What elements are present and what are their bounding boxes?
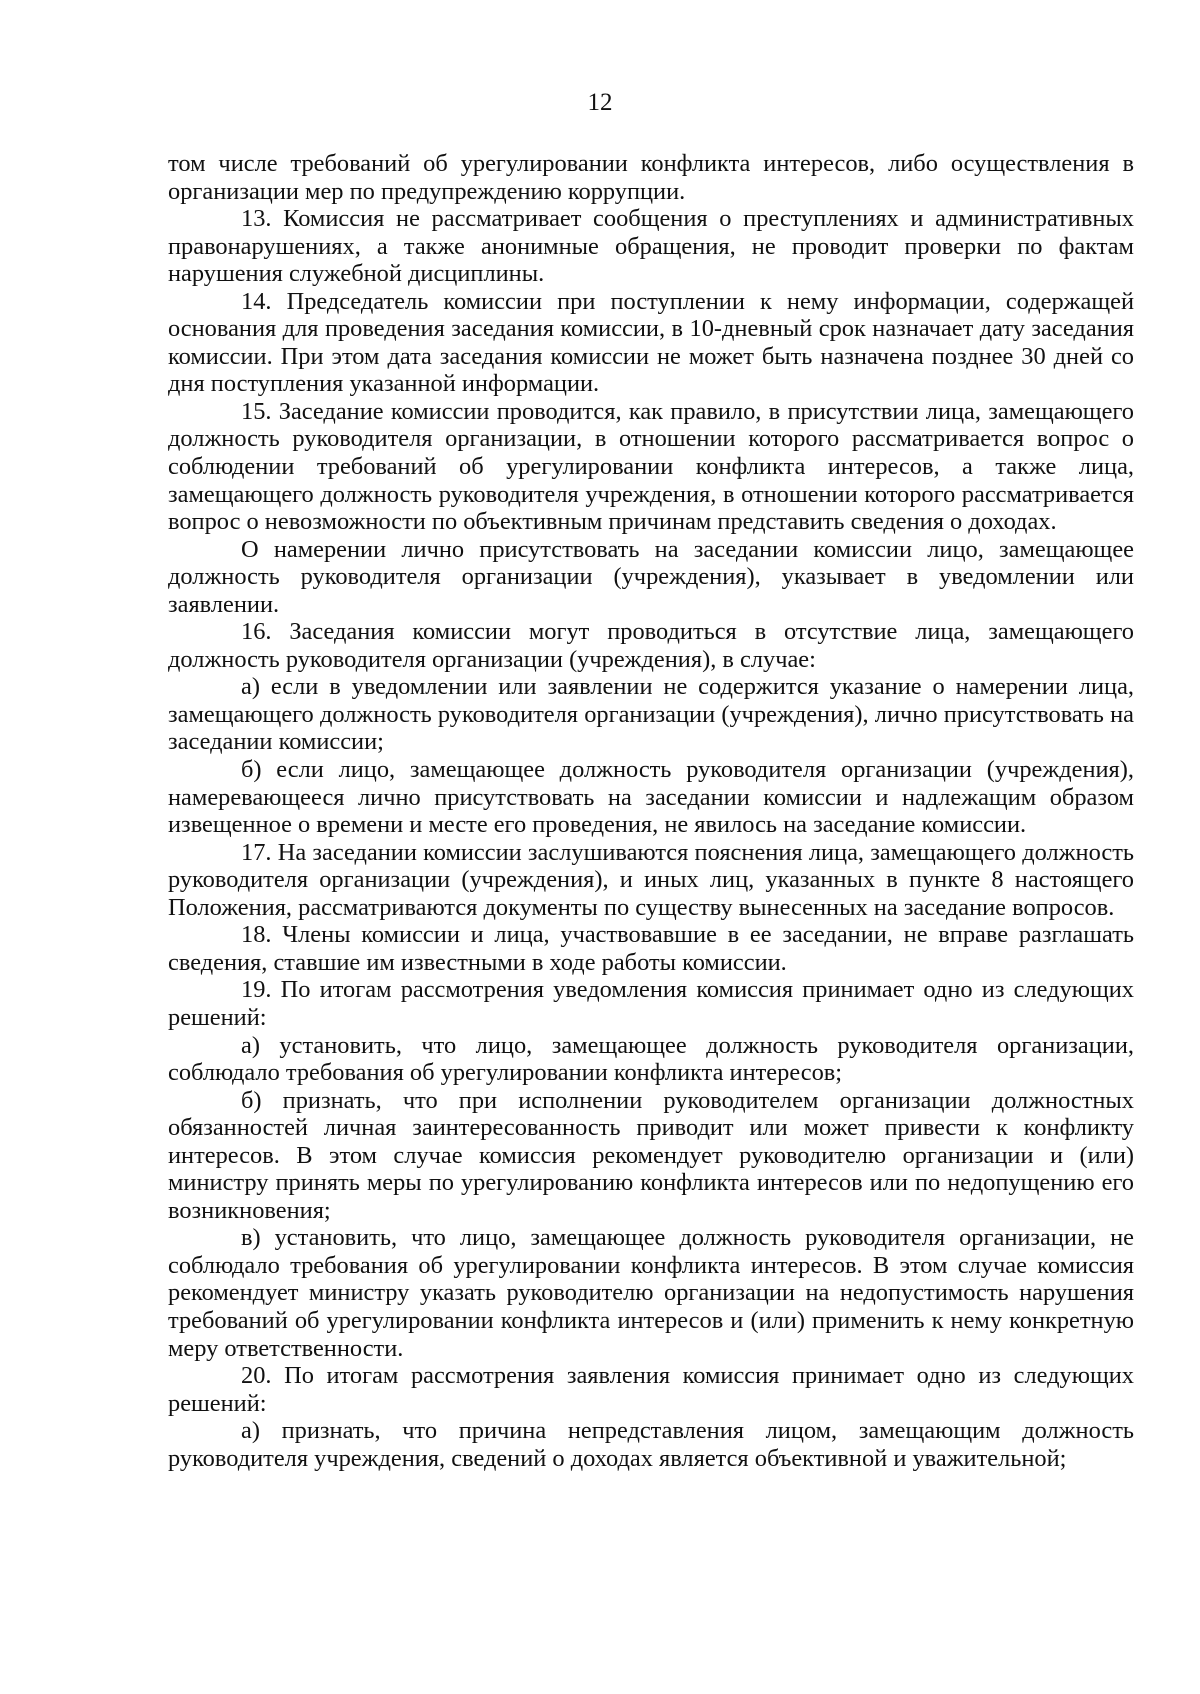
paragraph-item-19-b: б) признать, что при исполнении руководителем организации должностных обязанностей личная заинтересованность приводит или может привести к конфликту интересов. В этом случае комиссия рекомендует руководителю организации и (или) министру принять меры по урегулированию конфликта интересов или по недопущению его возникновения;	[168, 1086, 1134, 1224]
paragraph-item-15-note: О намерении лично присутствовать на заседании комиссии лицо, замещающее должность руководителя организации (учреждения), указывает в уведомлении или заявлении.	[168, 535, 1134, 618]
paragraph-item-19: 19. По итогам рассмотрения уведомления комиссия принимает одно из следующих решений:	[168, 976, 1134, 1031]
paragraph-item-20-a: а) признать, что причина непредставления лицом, замещающим должность руководителя учреждения, сведений о доходах является объективной и уважительной;	[168, 1417, 1134, 1472]
paragraph-item-16: 16. Заседания комиссии могут проводиться в отсутствие лица, замещающего должность руководителя организации (учреждения), в случае:	[168, 618, 1134, 673]
paragraph-item-14: 14. Председатель комиссии при поступлении к нему информации, содержащей основания для проведения заседания комиссии, в 10-дневный срок назначает дату заседания комиссии. При этом дата заседания комиссии не может быть назначена позднее 30 дней со дня поступления указанной информации.	[168, 287, 1134, 398]
paragraph-item-20: 20. По итогам рассмотрения заявления комиссия принимает одно из следующих решений:	[168, 1362, 1134, 1417]
paragraph-item-17: 17. На заседании комиссии заслушиваются пояснения лица, замещающего должность руководителя организации (учреждения), и иных лиц, указанных в пункте 8 настоящего Положения, рассматриваются документы по существу вынесенных на заседание вопросов.	[168, 838, 1134, 921]
paragraph-item-15: 15. Заседание комиссии проводится, как правило, в присутствии лица, замещающего должность руководителя организации, в отношении которого рассматривается вопрос о соблюдении требований об урегулировании конфликта интересов, а также лица, замещающего должность руководителя учреждения, в отношении которого рассматривается вопрос о невозможности по объективным причинам представить сведения о доходах.	[168, 397, 1134, 536]
paragraph-item-18: 18. Члены комиссии и лица, участвовавшие в ее заседании, не вправе разглашать сведения, ставшие им известными в ходе работы комиссии.	[168, 921, 1134, 976]
paragraph-item-19-c: в) установить, что лицо, замещающее должность руководителя организации, не соблюдало требования об урегулировании конфликта интересов. В этом случае комиссия рекомендует министру указать руководителю организации на недопустимость нарушения требований об урегулировании конфликта интересов и (или) применить к нему конкретную меру ответственности.	[168, 1224, 1134, 1362]
page-number: 12	[587, 89, 613, 116]
paragraph-item-13: 13. Комиссия не рассматривает сообщения о преступлениях и административных правонарушениях, а также анонимные обращения, не проводит проверки по фактам нарушения служебной дисциплины.	[168, 205, 1134, 288]
paragraph-item-16-b: б) если лицо, замещающее должность руководителя организации (учреждения), намеревающееся лично присутствовать на заседании комиссии и надлежащим образом извещенное о времени и месте его проведения, не явилось на заседание комиссии.	[168, 756, 1134, 839]
paragraph-item-19-a: а) установить, что лицо, замещающее должность руководителя организации, соблюдало требования об урегулировании конфликта интересов;	[168, 1031, 1134, 1087]
paragraph-continuation: том числе требований об урегулировании конфликта интересов, либо осуществления в организации мер по предупреждению коррупции.	[168, 150, 1134, 205]
paragraph-item-16-a: а) если в уведомлении или заявлении не содержится указание о намерении лица, замещающего должность руководителя организации (учреждения), лично присутствовать на заседании комиссии;	[168, 673, 1134, 756]
document-body	[168, 150, 1134, 1472]
